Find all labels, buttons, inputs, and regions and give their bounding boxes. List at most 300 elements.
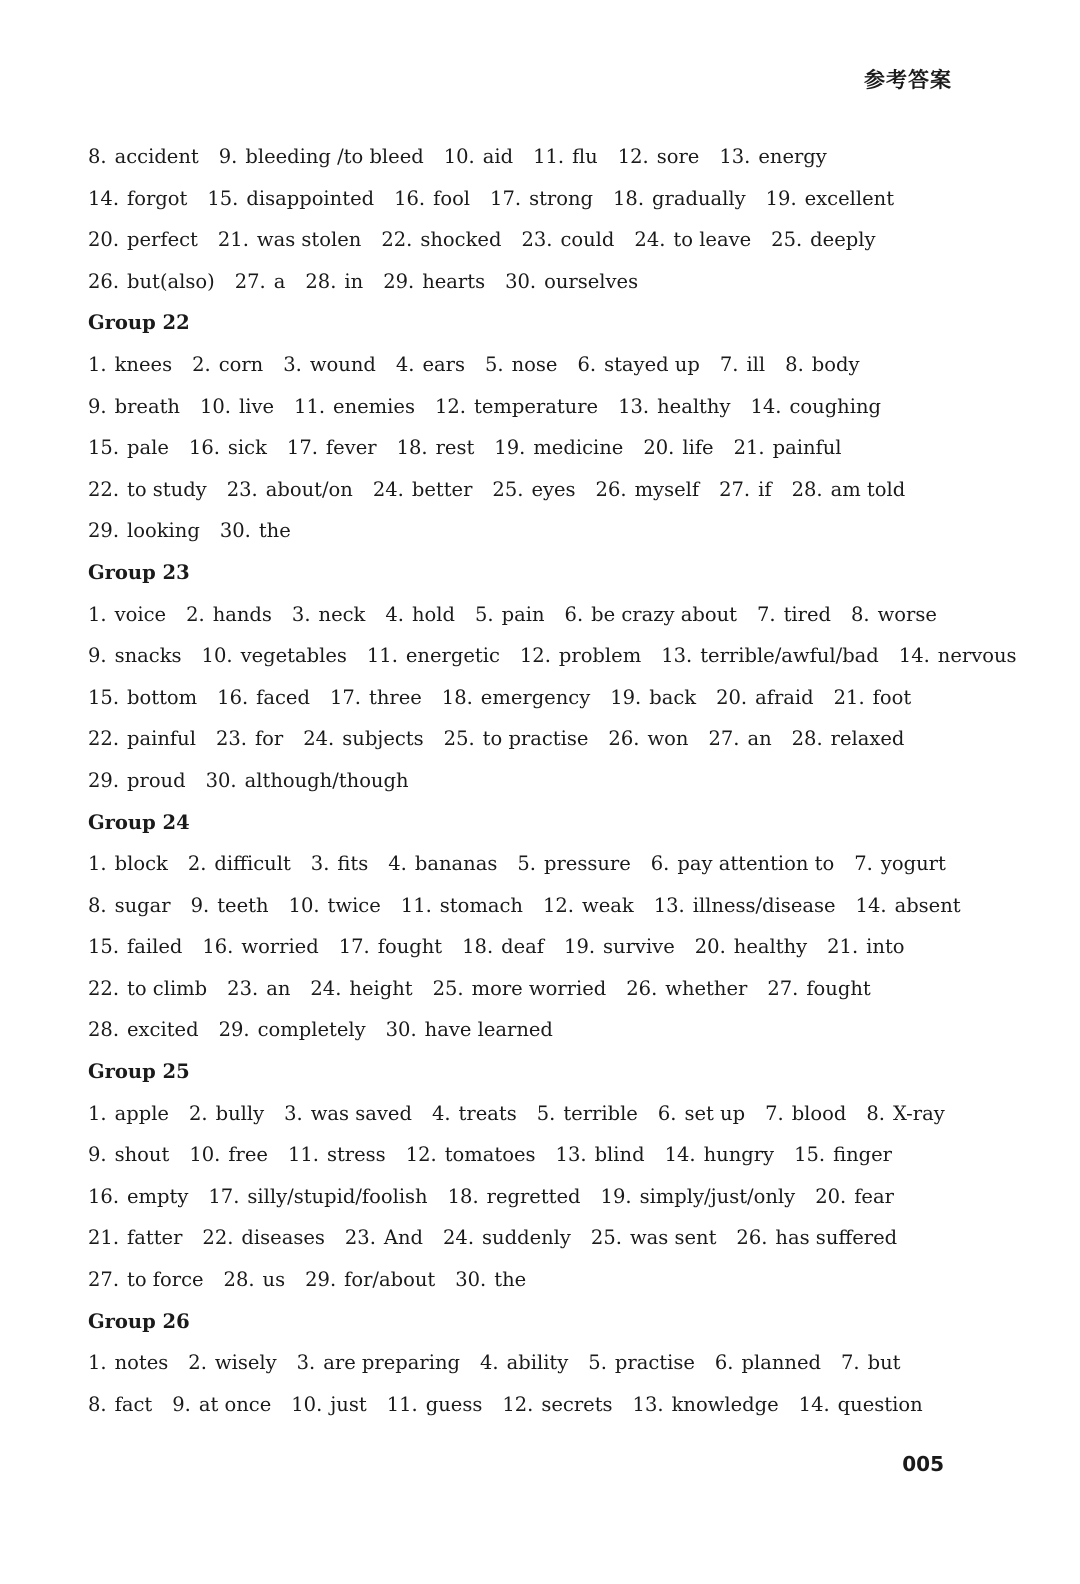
answer-number: 28. [305,269,337,293]
answer-line [88,219,968,261]
answer-text: disappointed [246,186,375,210]
answer-item [303,727,423,750]
answer-item [186,603,272,626]
answer-number: 20. [716,685,748,709]
answer-item [88,894,171,917]
answer-number: 6. [650,852,670,876]
answer-number: 20. [643,436,675,460]
answer-number: 24. [634,228,666,252]
answer-number: 14. [798,1392,830,1416]
answer-item [220,519,291,542]
answer-item [192,353,263,376]
answer-item [618,145,700,168]
answer-item [386,1018,553,1041]
answer-line [88,344,968,386]
answer-text: bully [215,1101,265,1125]
answer-item [88,478,207,501]
answer-item [577,353,699,376]
answer-text: corn [218,352,264,376]
answer-number: 9. [172,1392,191,1416]
answer-number: 13. [632,1392,664,1416]
answer-text: hold [411,602,456,626]
answer-text: for/about [344,1268,436,1292]
answer-number: 28. [223,1268,255,1292]
answer-item [815,1185,894,1208]
answer-number: 16. [394,186,426,210]
answer-number: 27. [767,976,799,1000]
answer-item [654,894,836,917]
answer-number: 15. [794,1143,826,1167]
answer-text: in [344,269,364,293]
answer-item [601,1185,796,1208]
answer-item [88,1143,169,1166]
answer-item [88,270,215,293]
answer-line [88,926,968,968]
answer-line [88,1093,968,1135]
answer-item [88,145,199,168]
answer-text: be crazy about [591,602,737,626]
answer-text: looking [127,519,200,543]
answer-item [556,1143,645,1166]
answer-text: about/on [265,477,353,501]
answer-item [401,894,523,917]
answer-text: hearts [422,269,486,293]
answer-item [715,1351,821,1374]
answer-text: to practise [482,727,589,751]
answer-text: has suffered [775,1226,898,1250]
answer-number: 26. [626,976,658,1000]
answer-text: for [254,727,284,751]
answer-key-content [88,136,1017,1425]
answer-line [88,1342,968,1384]
answer-item [227,977,290,1000]
answer-item [494,436,623,459]
answer-number: 16. [217,685,249,709]
answer-number: 5. [588,1351,607,1375]
answer-item [533,145,598,168]
answer-text: perfect [127,228,198,252]
answer-line [88,1009,968,1051]
answer-text: completely [257,1018,366,1042]
answer-text: an [747,727,772,751]
answer-number: 17. [329,685,361,709]
answer-number: 12. [542,893,574,917]
answer-number: 28. [88,1018,120,1042]
answer-item [88,644,182,667]
answer-text: worried [241,935,319,959]
answer-item [88,977,207,1000]
answer-number: 24. [310,976,342,1000]
answer-number: 19. [564,935,596,959]
answer-item [396,353,465,376]
answer-item [517,852,630,875]
answer-item [565,603,737,626]
answer-number: 18. [441,685,473,709]
answer-number: 18. [396,436,428,460]
answer-item [695,935,807,958]
answer-item [765,1102,846,1125]
answer-number: 3. [296,1351,316,1375]
answer-text: sore [656,145,700,168]
answer-item [291,1393,366,1416]
answer-item [899,644,1017,667]
answer-number: 29. [88,768,120,792]
answer-number: 9. [88,644,107,668]
answer-item [88,1393,152,1416]
answer-item [665,1143,775,1166]
answer-number: 20. [815,1184,847,1208]
answer-number: 1. [88,1101,107,1125]
answer-text: yogurt [880,852,946,876]
answer-text: tired [783,602,831,626]
answer-text: if [758,477,772,501]
answer-text: to climb [127,976,208,1000]
answer-text: back [649,685,697,709]
answer-item [283,353,376,376]
answer-number: 15. [88,935,120,959]
group-heading: Group 23 [88,560,190,584]
answer-item [634,228,751,251]
answer-number: 18. [447,1184,479,1208]
answer-line [88,1259,968,1301]
answer-text: sick [227,436,267,460]
answer-number: 11. [533,145,565,168]
answer-text: height [349,976,413,1000]
answer-text: illness/disease [692,893,836,917]
answer-number: 8. [88,1392,107,1416]
answer-number: 6. [714,1351,734,1375]
answer-text: And [383,1226,424,1250]
answer-line [88,1384,968,1426]
answer-number: 4. [385,602,404,626]
answer-text: could [560,228,615,252]
answer-item [736,1226,897,1249]
answer-text: bananas [414,852,498,876]
answer-text: energy [758,145,827,168]
answer-item [88,1268,204,1291]
answer-text: planned [741,1351,821,1375]
answer-text: temperature [473,394,599,418]
answer-number: 5. [536,1101,556,1125]
answer-text: body [811,352,860,376]
answer-number: 11. [386,1392,418,1416]
answer-line [88,136,968,178]
answer-number: 7. [756,602,776,626]
answer-item [854,852,946,875]
answer-text: tomatoes [444,1143,536,1167]
answer-item [189,1102,264,1125]
answer-number: 1. [88,1351,107,1375]
answer-line [88,178,968,220]
answer-item [218,228,361,251]
answer-item [406,1143,536,1166]
answer-item [216,727,283,750]
answer-number: 10. [189,1143,221,1167]
answer-number: 6. [577,352,597,376]
answer-text: stress [326,1143,386,1167]
answer-item [618,395,730,418]
answer-text: ears [422,352,465,376]
answer-text: excellent [804,186,895,210]
answer-text: strong [529,186,594,210]
answer-item [224,1268,286,1291]
answer-item [367,644,500,667]
answer-item [834,686,912,709]
answer-text: subjects [342,727,424,751]
answer-item [88,852,168,875]
answer-item [294,395,415,418]
answer-number: 8. [785,352,804,376]
answer-item [88,353,172,376]
answer-text: relaxed [830,727,905,751]
answer-number: 3. [310,852,330,876]
answer-item [208,1185,427,1208]
answer-item [766,187,894,210]
answer-text: ourselves [544,269,639,293]
answer-number: 24. [372,477,404,501]
answer-text: finger [833,1143,893,1167]
answer-item [792,727,905,750]
answer-text: apple [114,1101,169,1125]
answer-line [88,1134,968,1176]
answer-number: 3. [284,1101,303,1125]
answer-number: 28. [791,477,823,501]
answer-item [502,1393,612,1416]
answer-item [444,727,589,750]
answer-text: enemies [333,394,415,418]
answer-number: 30. [205,768,237,792]
answer-text: shout [114,1143,170,1167]
answer-number: 5. [517,852,536,876]
answer-text: an [266,976,291,1000]
answer-number: 10. [288,893,320,917]
answer-number: 22. [88,976,120,1000]
answer-number: 19. [600,1184,632,1208]
answer-text: but [867,1351,901,1375]
answer-number: 12. [519,644,551,668]
answer-number: 9. [88,394,107,418]
answer-item [188,1351,276,1374]
answer-item [202,935,318,958]
answer-text: silly/stupid/foolish [247,1184,428,1208]
answer-text: healthy [657,394,731,418]
answer-item [455,1268,526,1291]
answer-number: 12. [617,145,649,168]
answer-text: block [114,852,168,876]
answer-item [345,1226,423,1249]
answer-text: diseases [241,1226,325,1250]
answer-number: 30. [385,1018,417,1042]
answer-text: voice [114,602,167,626]
answer-text: free [228,1143,268,1167]
answer-text: foot [872,685,912,709]
answer-number: 2. [186,602,205,626]
answer-item [435,395,598,418]
answer-number: 8. [866,1101,885,1125]
answer-number: 19. [610,685,642,709]
answer-text: although/though [244,768,409,792]
answer-number: 29. [218,1018,250,1042]
answer-number: 21. [217,228,249,252]
answer-text: X-ray [892,1101,945,1125]
answer-text: knowledge [671,1392,779,1416]
answer-text: practise [614,1351,695,1375]
answer-item [588,1351,695,1374]
answer-item [716,686,814,709]
answer-number: 9. [218,145,238,168]
answer-number: 23. [344,1226,376,1250]
answer-number: 1. [88,852,107,876]
answer-number: 6. [564,602,584,626]
answer-text: survive [603,935,675,959]
answer-number: 17. [490,186,522,210]
answer-text: more worried [471,976,607,1000]
answer-item [719,145,826,168]
answer-text: notes [114,1351,169,1375]
answer-item [311,852,368,875]
answer-item [432,1102,517,1125]
answer-number: 22. [381,228,413,252]
answer-item [88,1185,188,1208]
answer-number: 11. [287,1143,319,1167]
answer-number: 25. [432,976,464,1000]
answer-item [626,977,747,1000]
answer-text: whether [665,976,748,1000]
answer-line [88,469,968,511]
answer-line [88,427,968,469]
answer-text: shocked [420,228,502,252]
answer-number: 2. [192,352,211,376]
answer-text: the [494,1268,527,1292]
group-heading: Group 22 [88,311,190,335]
answer-number: 20. [88,228,120,252]
answer-item [485,353,557,376]
answer-text: a [273,269,286,293]
answer-item [633,1393,779,1416]
answer-number: 10. [291,1392,323,1416]
answer-line [88,386,968,428]
answer-text: neck [318,602,366,626]
answer-number: 13. [661,644,693,668]
answer-number: 13. [555,1143,587,1167]
answer-number: 17. [286,436,318,460]
answer-number: 12. [405,1143,437,1167]
answer-text: am told [830,477,906,501]
answer-line [88,1217,968,1259]
answer-number: 27. [88,1268,120,1292]
answer-text: fever [325,436,377,460]
answer-number: 13. [653,893,685,917]
answer-item [708,727,771,750]
answer-text: afraid [755,685,814,709]
answer-text: stomach [439,893,523,917]
answer-item [492,478,575,501]
answer-item [841,1351,901,1374]
answer-text: rest [435,436,475,460]
answer-text: coughing [789,394,882,418]
answer-number: 5. [485,352,504,376]
answer-number: 25. [492,477,524,501]
answer-item [88,686,197,709]
answer-line [88,885,968,927]
answer-item [217,686,310,709]
answer-number: 25. [590,1226,622,1250]
answer-item [235,270,286,293]
answer-item [444,145,513,168]
answer-text: accident [114,145,199,168]
answer-item [521,228,614,251]
answer-number: 23. [521,228,553,252]
answer-item [191,894,269,917]
answer-item [383,270,485,293]
answer-number: 23. [227,976,259,1000]
answer-item [88,519,200,542]
answer-item [288,1143,386,1166]
answer-number: 27. [234,269,266,293]
answer-text: breath [114,394,180,418]
answer-text: to leave [673,228,752,252]
answer-text: aid [482,145,514,168]
answer-number: 26. [608,727,640,751]
answer-number: 9. [190,893,210,917]
answer-number: 8. [88,145,107,168]
answer-number: 1. [88,602,107,626]
answer-number: 4. [480,1351,499,1375]
answer-item [475,603,545,626]
answer-number: 16. [202,935,234,959]
answer-number: 10. [443,145,475,168]
answer-number: 3. [283,352,302,376]
answer-item [651,852,834,875]
answer-text: energetic [405,644,500,668]
answer-line [88,261,968,303]
answer-number: 16. [188,436,220,460]
answer-text: us [262,1268,286,1292]
answer-number: 21. [733,436,765,460]
answer-text: ill [746,352,766,376]
answer-item [88,1226,182,1249]
answer-text: set up [684,1101,746,1125]
answer-text: secrets [541,1392,613,1416]
answer-number: 14. [88,186,120,210]
answer-item [856,894,961,917]
answer-number: 25. [443,727,475,751]
answer-number: 19. [765,186,797,210]
answer-text: painful [127,727,196,751]
answer-item [381,228,501,251]
answer-item [433,977,607,1000]
answer-number: 14. [855,893,887,917]
answer-number: 26. [736,1226,768,1250]
answer-text: regretted [486,1184,581,1208]
answer-item [200,395,274,418]
answer-item [88,935,182,958]
answer-number: 30. [505,269,537,293]
answer-item [608,727,688,750]
answer-text: terrible/awful/bad [700,644,879,668]
answer-text: fact [114,1392,153,1416]
answer-line [88,510,968,552]
answer-number: 7. [854,852,873,876]
answer-number: 2. [188,1101,208,1125]
answer-number: 23. [226,477,258,501]
answer-item [564,935,675,958]
answer-text: question [837,1392,923,1416]
answer-text: myself [634,477,700,501]
answer-text: just [330,1392,367,1416]
answer-text: gradually [652,186,746,210]
answer-text: have learned [424,1018,553,1042]
